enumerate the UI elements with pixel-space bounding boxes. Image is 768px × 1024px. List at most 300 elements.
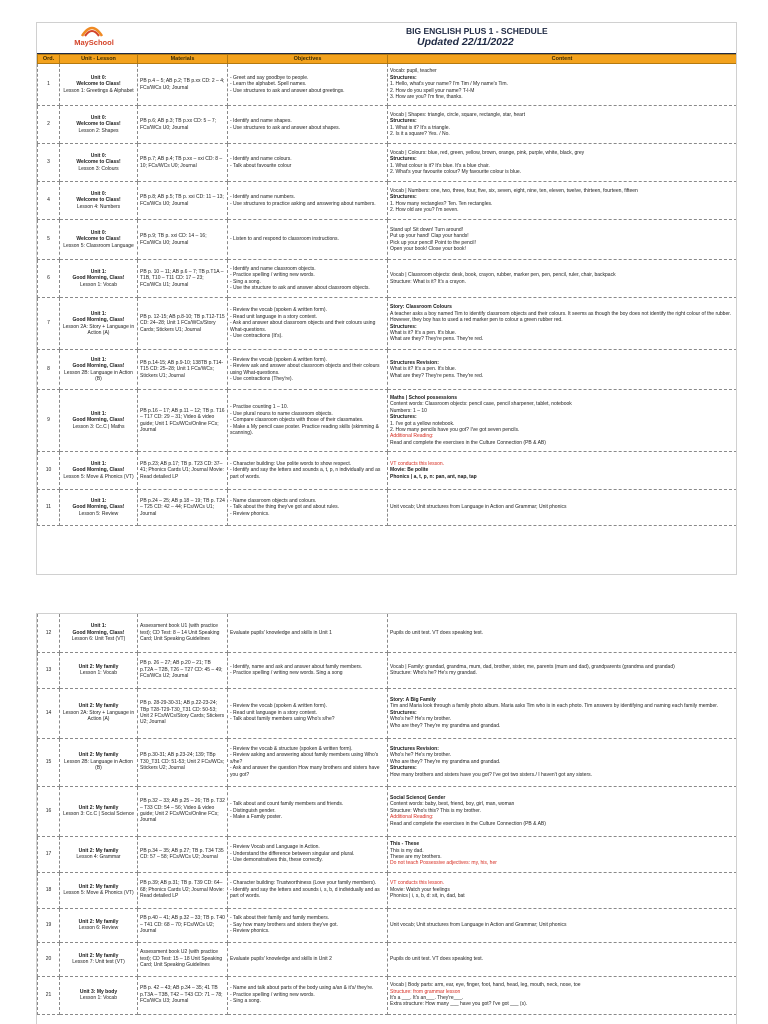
unit-lesson-cell xyxy=(60,452,138,490)
lesson-name: Lesson 2A: Story + Language in Action (A) xyxy=(62,323,135,336)
table-row xyxy=(38,942,737,976)
objectives-cell xyxy=(228,786,388,836)
content-line: Tim and Maria look through a family photo album. Maria asks Tim who is in each photo. Tim answers by identifying and naming each family member. xyxy=(390,703,719,710)
content-cell xyxy=(388,872,737,908)
table-row xyxy=(38,64,737,106)
objectives-cell xyxy=(228,490,388,526)
content-cell xyxy=(388,908,737,942)
unit-title: Unit 1: xyxy=(90,310,107,317)
content-line: It's a ___. It's an___. They're___. xyxy=(390,995,464,1001)
lesson-name: Lesson 5: Review xyxy=(78,510,119,517)
row-number: 11 xyxy=(38,490,60,526)
content-line: Vocab | Body parts: arm, ear, eye, finger, foot, hand, head, leg, mouth, neck, nose, toe xyxy=(390,982,581,989)
content-line: Content words: Classroom objects: pencil case, pencil sharpener, tablet, notebook xyxy=(390,401,572,408)
unit-title: Unit 2: My family xyxy=(78,847,119,854)
unit-title: Unit 2: My family xyxy=(78,752,119,759)
content-line: Pupils do unit test. VT does speaking test. xyxy=(390,955,484,962)
content-line: What is it? It's a pen. It's blue. xyxy=(390,366,457,373)
objective-line: - Character building: Use polite words to show respect. xyxy=(230,460,352,467)
unit-lesson-cell xyxy=(60,872,138,908)
materials-cell: PB p.9; TB p. xxi CD: 14 – 16; FCs/WCs U0; Journal xyxy=(138,220,228,260)
objective-line: - Character building: Trustworthiness (Love your family members). xyxy=(230,880,377,887)
unit-title: Unit 0: xyxy=(90,229,107,236)
table-body-page-1 xyxy=(38,64,737,526)
content-cell xyxy=(388,350,737,390)
materials-cell: PB p.14-15; AB p.9-10; 138TB p.T14-T15 CD: 25–28; Unit 1 FCs/WCs; Stickers U1; Journal xyxy=(138,350,228,390)
table-row xyxy=(38,452,737,490)
unit-subtitle: Good Morning, Class! xyxy=(72,504,125,511)
objective-line: - Practice spelling / writing new words. xyxy=(230,991,315,998)
objective-line: - Sing a song. xyxy=(230,998,261,1005)
content-line: Vocab | Shapes: triangle, circle, square, rectangle, star, heart xyxy=(390,111,525,118)
unit-subtitle: Good Morning, Class! xyxy=(72,363,125,370)
objective-line: - Use demonstratives this, these correctly. xyxy=(230,857,323,864)
materials-cell: PB p.16 – 17; AB p.11 – 12; TB p. T16 – T17 CD: 29 – 31; Video & video guide; Unit 1 FCs/WCs/Online FCs; Journal xyxy=(138,390,228,452)
objectives-cell xyxy=(228,220,388,260)
content-cell xyxy=(388,298,737,350)
row-number: 6 xyxy=(38,260,60,298)
content-line: What are they? They're pens. They're red. xyxy=(390,372,484,379)
objective-line: - Ask and answer the question How many brothers and sisters have you got? xyxy=(230,765,380,778)
objective-line: - Talk about and count family members and friends. xyxy=(230,801,344,808)
content-line: Structure: Who's this? This is my brother. xyxy=(390,807,481,814)
unit-lesson-cell xyxy=(60,490,138,526)
content-line: Structures: xyxy=(390,709,417,716)
schedule-page-1 xyxy=(37,23,736,574)
objective-line: Evaluate pupils' knowledge and skills in Unit 2 xyxy=(230,955,332,962)
unit-lesson-cell xyxy=(60,64,138,106)
objective-line: - Review phonics. xyxy=(230,928,270,935)
content-line: Numbers: 1 – 10 xyxy=(390,407,427,414)
unit-subtitle: Good Morning, Class! xyxy=(72,317,125,324)
materials-cell: PB p.39; AB p.31; TB p. T39 CD: 64– 68; Phonics Cards U2; Journal Movie: Read detailed LP xyxy=(138,872,228,908)
content-line: 2. How do you spell your name? T-I-M xyxy=(390,87,475,94)
materials-cell: PB p. 12-15; AB p.8-10; TB p.T12-T15 CD: 24–28; Unit 1 FCs/WCs/Story Cards; Stickers U1; Journal xyxy=(138,298,228,350)
lesson-name: Lesson 2A: Story + Language in Action (A) xyxy=(62,709,135,723)
table-row xyxy=(38,786,737,836)
objective-line: - Review Vocab and Language in Action. xyxy=(230,844,320,851)
objective-line: - Talk about the thing they've got and about rules. xyxy=(230,504,339,511)
row-number: 10 xyxy=(38,452,60,490)
content-line: Vocab | Classroom objects: desk, book, crayon, rubber, marker pen, pen, pencil, ruler, chair, backpack xyxy=(390,272,616,279)
objectives-cell xyxy=(228,942,388,976)
content-line: Vocab: pupil, teacher xyxy=(390,68,437,75)
objective-line: - Learn the alphabet. Spell names. xyxy=(230,81,307,88)
objectives-cell xyxy=(228,452,388,490)
row-number: 9 xyxy=(38,390,60,452)
objectives-cell xyxy=(228,614,388,652)
objectives-cell xyxy=(228,182,388,220)
lesson-name: Lesson 2B: Language in Action (B) xyxy=(64,758,133,772)
lesson-name: Lesson 5: Classroom Language xyxy=(63,242,134,249)
objective-line: - Use structures to ask and answer about greetings. xyxy=(230,87,345,94)
content-line: Vocab | Family: grandad, grandma, mum, dad, brother, sister, me, parents (mum and dad), grandparents (grandma and grandad) xyxy=(390,663,675,670)
materials-cell: PB p. 26 – 27; AB p.20 – 21; TB p.T2A – T2B, T26 – T27 CD: 45 – 49; FCs/WCs U2; Journal xyxy=(138,652,228,688)
unit-title: Unit 1: xyxy=(90,410,107,417)
content-line: Story: A Big Family xyxy=(390,696,436,703)
table-row xyxy=(38,220,737,260)
lesson-name: Lesson 3: Cc.C | Maths xyxy=(72,423,125,430)
content-line: Structures: xyxy=(390,118,417,125)
content-cell xyxy=(388,144,737,182)
content-line: Phonics | a, t, p, n: pan, ant, nap, tap xyxy=(390,473,477,480)
content-line: Content words: baby, best, friend, boy, girl, man, woman xyxy=(390,801,515,808)
logo-text: MaySchool xyxy=(74,38,114,47)
content-line: Phonics | i, s, b, d: sit, in, dad, bat xyxy=(390,893,465,900)
lesson-name: Lesson 5: Move & Phonics (VT) xyxy=(63,890,134,896)
col-header-content: Content xyxy=(388,55,737,64)
unit-subtitle: Welcome to Class! xyxy=(76,197,121,204)
mayschool-logo xyxy=(64,24,124,52)
objective-line: Evaluate pupils' knowledge and skills in Unit 1 xyxy=(230,629,332,636)
materials-cell: PB p. 28-29-30-31; AB p.22-23-24; TBp T28-T29-T30_T31 CD: 50-53; Unit 2 FCs/WCs/Story Cards; Stickers U2; Journal xyxy=(138,688,228,738)
content-cell xyxy=(388,614,737,652)
content-cell xyxy=(388,688,737,738)
content-line: Structure: What is it? It's a crayon. xyxy=(390,278,466,285)
content-line: Unit vocab; Unit structures from Language in Action and Grammar; Unit phonics xyxy=(390,504,567,511)
unit-subtitle: Good Morning, Class! xyxy=(72,467,125,474)
table-row xyxy=(38,652,737,688)
content-line: Structures: xyxy=(390,194,417,201)
unit-lesson-cell xyxy=(60,220,138,260)
objectives-cell xyxy=(228,106,388,144)
content-cell xyxy=(388,106,737,144)
content-line: VT conducts this lesson. xyxy=(390,880,445,887)
content-line: 1. What colour is it? It's blue. It's a blue chair. xyxy=(390,162,490,169)
content-line: 1. How many rectangles? Ten. Ten rectangles. xyxy=(390,200,493,207)
unit-title: Unit 0: xyxy=(90,190,107,197)
objective-line: - Talk about their family and family members. xyxy=(230,915,330,922)
col-header-objectives: Objectives xyxy=(228,55,388,64)
objective-line: - Name classroom objects and colours. xyxy=(230,497,317,504)
content-cell xyxy=(388,652,737,688)
page-header xyxy=(37,23,736,54)
lesson-name: Lesson 5: Move & Phonics (VT) xyxy=(63,473,134,480)
content-cell xyxy=(388,836,737,872)
unit-lesson-cell xyxy=(60,738,138,786)
content-line: Story: Classroom Colours xyxy=(390,304,452,311)
objective-line: - Identify and name classroom objects. xyxy=(230,265,316,272)
objective-line: - Review phonics. xyxy=(230,510,270,517)
lesson-name: Lesson 3: Colours xyxy=(78,165,119,172)
schedule-table xyxy=(37,54,737,526)
materials-cell: PB p.23; AB p.17; TB p. T23 CD: 37– 41; Phonics Cards U1; Journal Movie: Read detailed LP xyxy=(138,452,228,490)
table-row xyxy=(38,298,737,350)
unit-subtitle: Good Morning, Class! xyxy=(72,629,125,636)
materials-cell: PB p.7; AB p.4; TB p.xx – xxi CD: 8 – 10; FCs/WCs U0; Journal xyxy=(138,144,228,182)
table-row xyxy=(38,836,737,872)
logo-arc-icon xyxy=(80,24,104,38)
unit-title: Unit 1: xyxy=(90,623,107,630)
content-line: 2. What's your favourite colour? My favourite colour is blue. xyxy=(390,168,522,175)
objective-line: - Use contractions (It's). xyxy=(230,333,283,340)
content-line: This is my dad. xyxy=(390,847,424,854)
objective-line: - Name and talk about parts of the body using a/an & it's/ they're. xyxy=(230,985,374,992)
objective-line: - Review ask and answer about classroom objects and their colours using What-questions. xyxy=(230,363,380,376)
objective-line: - Use the structure to ask and answer about classroom objects. xyxy=(230,284,370,291)
objective-line: - Review asking and answering about family members using Who's s/he? xyxy=(230,752,379,765)
unit-title: Unit 1: xyxy=(90,356,107,363)
table-header-row xyxy=(38,55,737,64)
objective-line: - Practice spelling / writing new words. xyxy=(230,272,315,279)
lesson-name: Lesson 6: Unit Test (VT) xyxy=(71,635,126,642)
content-line: Structures Revision: xyxy=(390,359,439,366)
content-line: This - These xyxy=(390,841,420,848)
objective-line: - Identify and say the letters and sounds i, s, b, d individually and as part of words. xyxy=(230,886,380,900)
lesson-name: Lesson 1: Vocab xyxy=(80,995,117,1001)
unit-lesson-cell xyxy=(60,182,138,220)
content-line: Social Science| Gender xyxy=(390,794,446,801)
content-line: Structures: xyxy=(390,323,417,330)
lesson-name: Lesson 4: Numbers xyxy=(76,203,121,210)
unit-lesson-cell xyxy=(60,942,138,976)
content-line: Do not teach Possessive adjectives: my, his, her xyxy=(390,860,497,867)
objective-line: - Use contractions (They're). xyxy=(230,375,293,382)
table-row xyxy=(38,490,737,526)
content-line: 2. How old are you? I'm seven. xyxy=(390,206,459,213)
content-line: Additional Reading: xyxy=(390,433,434,440)
content-line: Structures: xyxy=(390,765,417,772)
table-row xyxy=(38,350,737,390)
content-line: Who's he? He's my brother. xyxy=(390,716,452,723)
row-number: 4 xyxy=(38,182,60,220)
unit-lesson-cell xyxy=(60,976,138,1014)
content-line: Who are they? They're my grandma and grandad. xyxy=(390,722,501,729)
updated-date: Updated 22/11/2022 xyxy=(417,36,514,48)
unit-subtitle: Good Morning, Class! xyxy=(72,275,125,282)
objective-line: - Identify, name and ask and answer about family members. xyxy=(230,663,363,670)
unit-title: Unit 2: My family xyxy=(78,663,119,670)
unit-subtitle: Welcome to Class! xyxy=(76,121,121,128)
unit-subtitle: Welcome to Class! xyxy=(76,81,121,88)
objective-line: - Identify and name numbers. xyxy=(230,194,296,201)
materials-cell: Assessment book U1 (with practice test); CD Test: 8 – 14 Unit Speaking Card; Unit Speaking Guidelines xyxy=(138,614,228,652)
content-line: Stand up! Sit down! Turn around! xyxy=(390,226,464,233)
objectives-cell xyxy=(228,64,388,106)
content-line: What is it? It's a pen. It's blue. xyxy=(390,329,457,336)
objective-line: - Make a My pencil case poster. Practice reading skills (skimming & scanning). xyxy=(230,423,379,437)
objective-line: - Use structures to ask and answer about shapes. xyxy=(230,124,341,131)
content-line: Pick up your pencil! Point to the pencil! xyxy=(390,239,476,246)
unit-lesson-cell xyxy=(60,836,138,872)
content-cell xyxy=(388,390,737,452)
content-line: Movie: Be polite xyxy=(390,467,429,474)
table-row xyxy=(38,144,737,182)
objective-line: - Identify and name shapes. xyxy=(230,118,292,125)
schedule-table-continued xyxy=(37,614,736,1015)
objectives-cell xyxy=(228,976,388,1014)
unit-title: Unit 0: xyxy=(90,114,107,121)
lesson-name: Lesson 7: Unit test (VT) xyxy=(72,959,125,965)
objective-line: - Practise counting 1 – 10. xyxy=(230,404,289,411)
unit-title: Unit 2: My family xyxy=(78,703,119,710)
objectives-cell xyxy=(228,652,388,688)
content-cell xyxy=(388,220,737,260)
table-row xyxy=(38,260,737,298)
objectives-cell xyxy=(228,298,388,350)
objective-line: - Practice spelling / writing new words. Sing a song xyxy=(230,670,343,676)
materials-cell: PB p.34 – 35; AB p.27; TB p. T34 T35 CD: 57 – 58; FCs/WCs U2; Journal xyxy=(138,836,228,872)
table-body-page-2 xyxy=(38,614,737,1014)
objectives-cell xyxy=(228,144,388,182)
unit-lesson-cell xyxy=(60,614,138,652)
content-line: Structure: Who's he? He's my grandad. xyxy=(390,670,477,676)
content-line: Extra structure: How many ___ have you got? I've got ___ (s). xyxy=(390,1001,528,1008)
row-number: 16 xyxy=(38,786,60,836)
lesson-name: Lesson 2: Shapes xyxy=(78,127,119,134)
content-line: 2. Is it a square? Yes. / No. xyxy=(390,130,450,137)
objective-line: - Review the vocab & structure (spoken & written form). xyxy=(230,745,353,752)
table-row xyxy=(38,614,737,652)
row-number: 8 xyxy=(38,350,60,390)
materials-cell: PB p.4 – 5; AB p.2; TB p.xx CD: 2 – 4; FCs/WCs U0; Journal xyxy=(138,64,228,106)
objective-line: - Read unit language in a story context. xyxy=(230,313,317,320)
objective-line: - Review the vocab (spoken & written form). xyxy=(230,356,327,363)
content-line: Open your book! Close your book! xyxy=(390,245,466,252)
unit-lesson-cell xyxy=(60,390,138,452)
content-line: Maths | School possessions xyxy=(390,394,457,401)
unit-title: Unit 2: My family xyxy=(78,804,119,811)
objective-line: - Talk about favourite colour xyxy=(230,162,292,169)
table-row xyxy=(38,106,737,144)
materials-cell: Assessment book U2 (with practice test); CD Test: 15 – 18 Unit Speaking Card; Unit Speaking Guidelines xyxy=(138,942,228,976)
content-line: 1. Hello, what's your name? I'm Tim / My name's Tim. xyxy=(390,81,508,88)
content-line: Read and complete the exercises in the Culture Connection (PB & AB) xyxy=(390,820,546,827)
unit-lesson-cell xyxy=(60,908,138,942)
objective-line: - Listen to and respond to classroom instructions. xyxy=(230,236,339,243)
content-line: Read and complete the exercises in the Culture Connection (PB & AB) xyxy=(390,439,546,446)
col-header-unit: Unit - Lesson xyxy=(60,55,138,64)
objective-line: - Identify and say the letters and sounds a, t, p, n individually and as part of words. xyxy=(230,467,381,480)
lesson-name: Lesson 1: Greetings & Alphabet xyxy=(63,87,134,94)
unit-title: Unit 2: My family xyxy=(78,918,119,925)
objective-line: - Make a Family poster. xyxy=(230,814,282,821)
materials-cell: PB p.24 – 25; AB p.18 – 19; TB p. T24 – T25 CD: 42 – 44; FCs/WCs U1; Journal xyxy=(138,490,228,526)
row-number: 21 xyxy=(38,976,60,1014)
content-line: Unit vocab; Unit structures from Language in Action and Grammar; Unit phonics xyxy=(390,921,567,928)
objectives-cell xyxy=(228,350,388,390)
objective-line: - Ask and answer about classroom objects and their colours using What-questions. xyxy=(230,320,376,333)
unit-lesson-cell xyxy=(60,350,138,390)
row-number: 13 xyxy=(38,652,60,688)
materials-cell: PB p.6; AB p.3; TB p.xx CD: 5 – 7; FCs/WCs U0; Journal xyxy=(138,106,228,144)
content-line: Vocab | Numbers: one, two, three, four, five, six, seven, eight, nine, ten, eleven, twelve, thirteen, fourteen, fifteen xyxy=(390,187,638,194)
materials-cell: PB p.30-31; AB p.23-24; 139; TBp T30_T31 CD: 51-53; Unit 2 FCs/WCs; Stickers U2; Journal xyxy=(138,738,228,786)
content-line: Put up your hand! Clap your hands! xyxy=(390,233,469,240)
content-line: Structure: from grammar lesson xyxy=(390,988,461,995)
row-number: 3 xyxy=(38,144,60,182)
content-line: Who are they? They're my grandma and grandad. xyxy=(390,758,501,765)
objective-line: - Greet and say goodbye to people. xyxy=(230,74,309,81)
col-header-materials: Materials xyxy=(138,55,228,64)
lesson-name: Lesson 1: Vocab xyxy=(80,670,117,676)
row-number: 1 xyxy=(38,64,60,106)
content-line: Structures Revision: xyxy=(390,745,439,752)
content-cell xyxy=(388,182,737,220)
lesson-name: Lesson 3: Cc.C | Social Science xyxy=(62,811,135,817)
objective-line: - Compare classroom objects with those of their classmates. xyxy=(230,417,364,424)
unit-subtitle: Welcome to Class! xyxy=(76,159,121,166)
row-number: 19 xyxy=(38,908,60,942)
row-number: 14 xyxy=(38,688,60,738)
objectives-cell xyxy=(228,390,388,452)
col-header-ord: Ord. xyxy=(38,55,60,64)
table-row xyxy=(38,738,737,786)
row-number: 5 xyxy=(38,220,60,260)
content-line: A teacher asks a boy named Tim to identify classroom objects and their colours. It seems as though the boy does not identify the right colour of the rubber. However, they boy has to used a red marker pen to colour a green rubber red. xyxy=(390,310,732,324)
row-number: 2 xyxy=(38,106,60,144)
content-line: 2. How many pencils have you got? I've got seven pencils. xyxy=(390,426,520,433)
unit-lesson-cell xyxy=(60,106,138,144)
objectives-cell xyxy=(228,908,388,942)
unit-title: Unit 2: My family xyxy=(78,952,119,959)
content-line: Additional Reading: xyxy=(390,814,434,821)
unit-lesson-cell xyxy=(60,144,138,182)
materials-cell: PB p.40 – 41; AB p.32 – 33; TB p. T40 – T41 CD: 68 – 70; FCs/WCs U2; Journal xyxy=(138,908,228,942)
content-cell xyxy=(388,976,737,1014)
materials-cell: PB p. 10 – 11; AB p.6 – 7; TB p.T1A – T1B, T10 – T11 CD: 17 – 23; FCs/WCs U1; Journal xyxy=(138,260,228,298)
content-line: Pupils do unit test. VT does speaking test. xyxy=(390,629,484,636)
unit-title: Unit 3: My body xyxy=(79,988,118,995)
table-row xyxy=(38,390,737,452)
lesson-name: Lesson 6: Review xyxy=(78,925,119,931)
content-line: What are they? They're pens. They're red. xyxy=(390,336,484,343)
content-cell xyxy=(388,942,737,976)
unit-subtitle: Welcome to Class! xyxy=(76,236,121,243)
content-line: 3. How are you? I'm fine, thanks. xyxy=(390,94,463,101)
row-number: 20 xyxy=(38,942,60,976)
row-number: 18 xyxy=(38,872,60,908)
content-line: How many brothers and sisters have you got? I've got two sisters./ I haven't got any sisters. xyxy=(390,771,593,778)
objective-line: - Review the vocab (spoken & written form). xyxy=(230,703,327,710)
objective-line: - Review the vocab (spoken & written form). xyxy=(230,307,327,314)
unit-lesson-cell xyxy=(60,298,138,350)
content-line: 1. I've got a yellow notebook. xyxy=(390,420,455,427)
objectives-cell xyxy=(228,260,388,298)
unit-lesson-cell xyxy=(60,688,138,738)
objective-line: - Read unit language in a story context. xyxy=(230,709,317,716)
unit-lesson-cell xyxy=(60,260,138,298)
content-cell xyxy=(388,452,737,490)
unit-title: Unit 0: xyxy=(90,74,107,81)
objective-line: - Say how many brothers and sisters they've got. xyxy=(230,921,338,928)
content-line: Structures: xyxy=(390,414,417,421)
unit-title: Unit 1: xyxy=(90,460,107,467)
objective-line: - Use plural nouns to name classroom objects. xyxy=(230,410,333,417)
content-line: VT conducts this lesson. xyxy=(390,460,445,467)
objective-line: - Talk about family members using Who's s/he? xyxy=(230,716,335,723)
table-row xyxy=(38,976,737,1014)
lesson-name: Lesson 1: Vocab xyxy=(80,281,117,288)
content-line: 1. What is it? It's a triangle. xyxy=(390,124,450,131)
content-line: Vocab | Colours: blue, red, green, yellow, brown, orange, pink, purple, white, black, grey xyxy=(390,149,585,156)
unit-title: Unit 1: xyxy=(90,497,107,504)
unit-title: Unit 0: xyxy=(90,152,107,159)
content-line: Structures: xyxy=(390,74,417,81)
materials-cell: PB p. 42 – 43; AB p.34 – 35; 41 TB p.T3A – T3B, T42 – T43 CD: 71 – 78; FCs/WCs U3; Journal xyxy=(138,976,228,1014)
objective-line: - Identify and name colours. xyxy=(230,156,292,163)
materials-cell: PB p.8; AB p.5; TB p. xxi CD: 11 – 13; FCs/WCs U0; Journal xyxy=(138,182,228,220)
objective-line: - Understand the difference between singular and plural. xyxy=(230,850,355,857)
unit-title: Unit 2: My family xyxy=(78,883,119,890)
objective-line: - Sing a song. xyxy=(230,278,261,285)
objectives-cell xyxy=(228,836,388,872)
content-line: Structures: xyxy=(390,156,417,163)
unit-lesson-cell xyxy=(60,652,138,688)
table-row xyxy=(38,182,737,220)
objectives-cell xyxy=(228,688,388,738)
objective-line: - Use structures to practice asking and answering about numbers. xyxy=(230,200,376,207)
